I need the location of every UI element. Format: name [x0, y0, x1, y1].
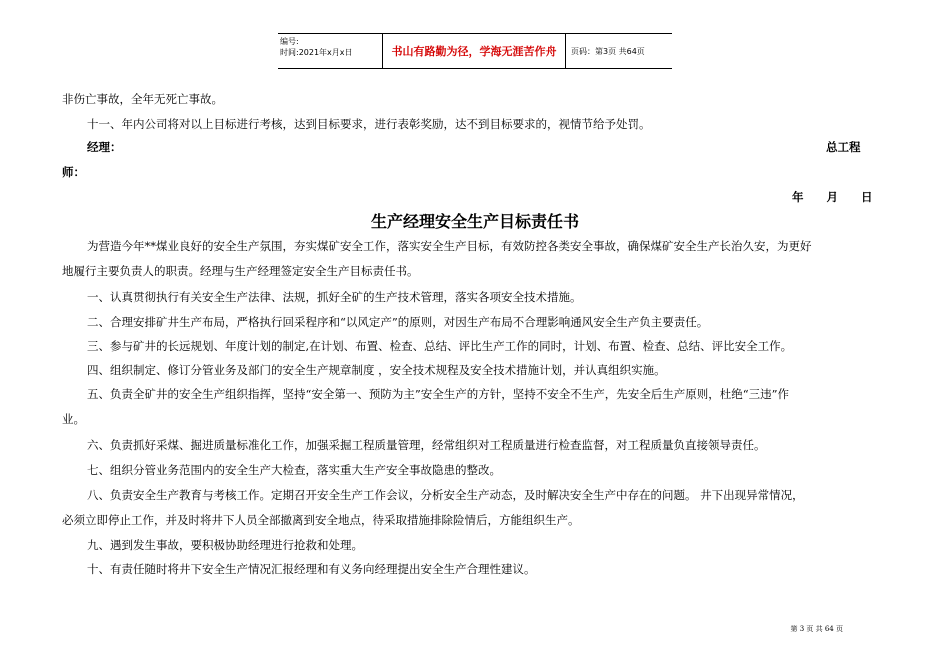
intro-line-1: 为营造今年**煤业良好的安全生产氛围，夯实煤矿安全工作，落实安全生产目标，有效防控各类安全事故，确保煤矿安全生产长治久安，为更好 [87, 239, 812, 253]
item-6: 六、负责抓好采煤、掘进质量标准化工作，加强采掘工程质量管理，经常组织对工程质量进行检查监督，对工程质量负直接领导责任。 [87, 438, 766, 452]
signature-manager: 经理： [87, 140, 122, 154]
item-7: 七、组织分管业务范围内的安全生产大检查，落实重大生产安全事故隐患的整改。 [87, 463, 501, 477]
item-8-line-1: 八、负责安全生产教育与考核工作。定期召开安全生产工作会议，分析安全生产动态，及时解决安全生产中存在的问题。 井下出现异常情况， [87, 488, 804, 502]
document-title: 生产经理安全生产目标责任书 [370, 212, 579, 231]
page-footer: 第 3 页 共 64 页 [790, 625, 843, 633]
header-meta [278, 34, 383, 68]
prev-line-2: 十一、年内公司将对以上目标进行考核，达到目标要求，进行表彰奖励，达不到目标要求的，视情节给予处罚。 [87, 117, 651, 131]
item-5-line-2: 业。 [62, 412, 85, 426]
signature-chief-engineer: 总工程 [826, 140, 861, 154]
item-10: 十、有责任随时将井下安全生产情况汇报经理和有义务向经理提出安全生产合理性建议。 [87, 562, 536, 576]
intro-line-2: 地履行主要负责人的职责。经理与生产经理签定安全生产目标责任书。 [62, 264, 419, 278]
item-5-line-1: 五、负责全矿井的安全生产组织指挥，坚持“安全第一、预防为主”安全生产的方针，坚持不安全不生产，先安全后生产原则，杜绝“三违”作 [87, 387, 790, 401]
signature-date: 年 月 日 [792, 190, 873, 204]
item-8-line-2: 必须立即停止工作，并及时将井下人员全部撤离到安全地点，待采取措施排除险情后，方能组织生产。 [62, 513, 580, 527]
page-header [278, 33, 672, 69]
header-page-label: 页码：第3页 共64页 [571, 46, 645, 56]
code-label: 编号: [280, 37, 299, 46]
item-9: 九、遇到发生事故，要积极协助经理进行抢救和处理。 [87, 538, 363, 552]
time-label: 时间:2021年x月x日 [280, 48, 353, 57]
item-3: 三、参与矿井的长远规划、年度计划的制定,在计划、布置、检查、总结、评比生产工作的同时，计划、布置、检查、总结、评比安全工作。 [87, 339, 793, 353]
header-slogan: 书山有路勤为径，学海无涯苦作舟 [383, 34, 566, 68]
item-1: 一、认真贯彻执行有关安全生产法律、法规，抓好全矿的生产技术管理，落实各项安全技术措施。 [87, 290, 582, 304]
signature-chief-engineer-cont: 师： [62, 165, 85, 179]
item-2: 二、合理安排矿井生产布局，严格执行回采程序和“以风定产”的原则，对因生产布局不合理影响通风安全生产负主要责任。 [87, 315, 709, 329]
item-4: 四、组织制定、修订分管业务及部门的安全生产规章制度 ，安全技术规程及安全技术措施计划，并认真组织实施。 [87, 363, 666, 377]
prev-line-1: 非伤亡事故，全年无死亡事故。 [62, 92, 223, 106]
